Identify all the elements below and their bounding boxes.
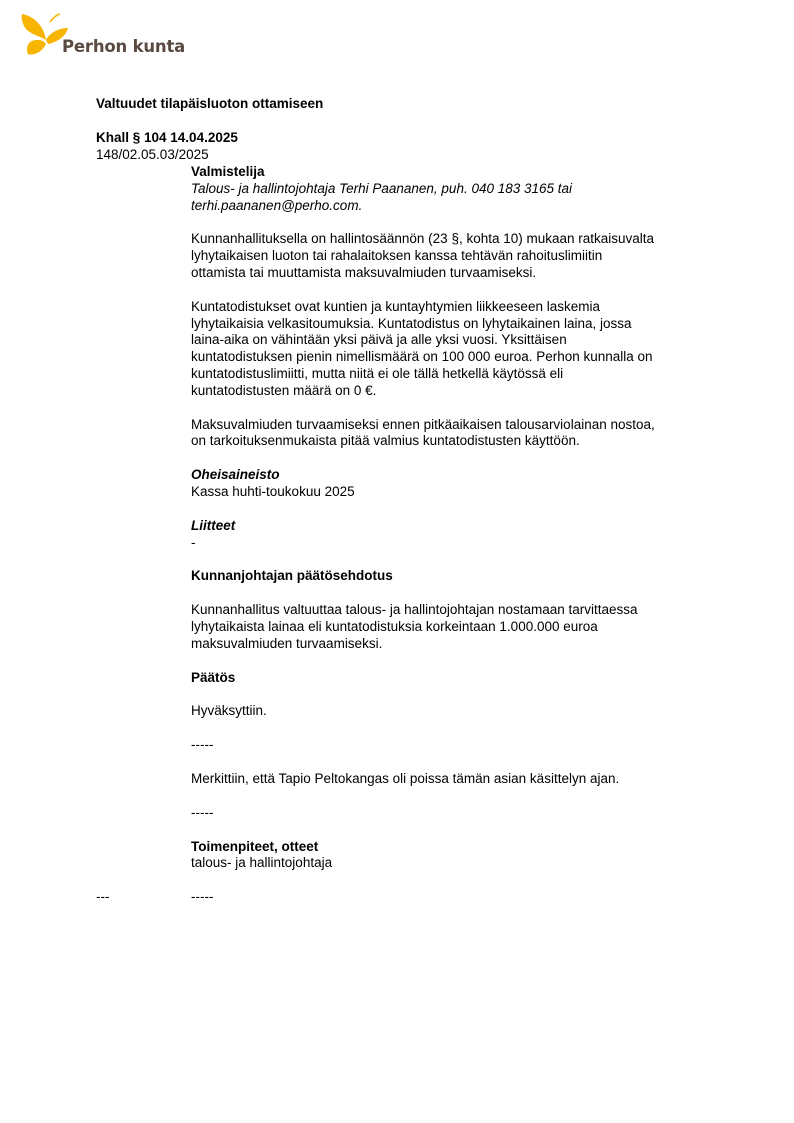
para2-line: Kuntatodistukset ovat kuntien ja kuntayhtymien liikkeeseen laskemia — [191, 298, 600, 314]
diary-number: 148/02.05.03/2025 — [96, 147, 209, 162]
para1-line: Kunnanhallituksella on hallintosäännön (23 §, kohta 10) mukaan ratkaisuvalta — [191, 231, 655, 247]
proposal-line: Kunnanhallitus valtuuttaa talous- ja hallintojohtajan nostamaan tarvittaessa — [191, 602, 638, 618]
proposal-heading: Kunnanjohtajan päätösehdotus — [191, 568, 393, 584]
para2-line: laina-aika on vähintään yksi päivä ja alle yksi vuosi. Yksittäisen — [191, 332, 567, 348]
footer-separator: ----- — [191, 889, 214, 905]
perhon-kunta-logo — [20, 12, 190, 62]
attachments-info-value: Kassa huhti-toukokuu 2025 — [191, 483, 355, 499]
meeting-reference: Khall § 104 14.04.2025 — [96, 130, 238, 145]
document-body — [191, 164, 701, 906]
logo-text: Perhon kunta — [62, 37, 186, 56]
footer-left-dash: --- — [96, 889, 110, 904]
actions-value: talous- ja hallintojohtaja — [191, 855, 333, 871]
actions-heading: Toimenpiteet, otteet — [191, 838, 319, 854]
para1-line: ottamista tai muuttamista maksuvalmiuden turvaamiseksi. — [191, 264, 537, 280]
para2-line: kuntatodistuslimiitti, mutta niitä ei ole tällä hetkellä käytössä eli — [191, 365, 564, 381]
decision-note: Merkittiin, että Tapio Peltokangas oli poissa tämän asian käsittelyn ajan. — [191, 770, 620, 786]
preparer-heading: Valmistelija — [191, 164, 265, 179]
decision-value: Hyväksyttiin. — [191, 703, 267, 719]
separator: ----- — [191, 737, 214, 753]
para3-line: Maksuvalmiuden turvaamiseksi ennen pitkäaikaisen talousarviolainan nostoa, — [191, 416, 655, 432]
proposal-line: maksuvalmiuden turvaamiseksi. — [191, 635, 383, 651]
para2-line: kuntatodistusten määrä on 0 €. — [191, 382, 377, 398]
preparer-line: Talous- ja hallintojohtaja Terhi Paananen, puh. 040 183 3165 tai — [191, 180, 573, 196]
appendices-value: - — [191, 534, 196, 550]
decision-heading: Päätös — [191, 669, 236, 685]
para2-line: lyhytaikaisia velkasitoumuksia. Kuntatodistus on lyhytaikainen laina, jossa — [191, 315, 632, 331]
para1-line: lyhytaikaisen luoton tai rahalaitoksen kanssa tehtävän rahoituslimiitin — [191, 248, 603, 264]
proposal-line: lyhytaikaista lainaa eli kuntatodistuksia korkeintaan 1.000.000 euroa — [191, 618, 598, 634]
separator: ----- — [191, 804, 214, 820]
appendices-heading: Liitteet — [191, 517, 236, 533]
para2-line: kuntatodistuksen pienin nimellismäärä on 100 000 euroa. Perhon kunnalla on — [191, 349, 653, 365]
preparer-email: terhi.paananen@perho.com. — [191, 197, 363, 213]
para3-line: on tarkoituksenmukaista pitää valmius kuntatodistusten käyttöön. — [191, 433, 580, 449]
attachments-info-heading: Oheisaineisto — [191, 467, 280, 483]
document-title: Valtuudet tilapäisluoton ottamiseen — [96, 96, 324, 111]
